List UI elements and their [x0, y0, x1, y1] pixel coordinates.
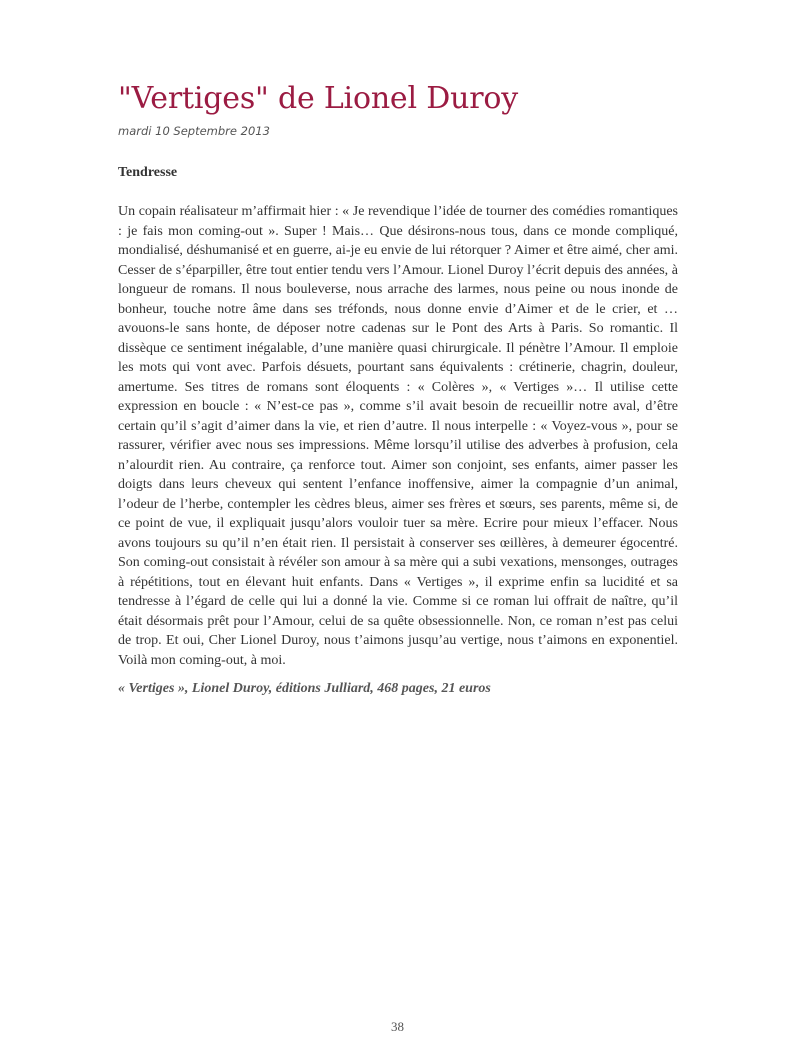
page-number: 38: [391, 1019, 404, 1034]
article-date: mardi 10 Septembre 2013: [118, 124, 270, 138]
article-body: Un copain réalisateur m’affirmait hier : « Je revendique l’idée de tourner des comédies romantiques : je fais mon coming-out ». Super ! Mais… Que désirons-nous tous, dans ce monde compliqué, mondialisé, déshumanisé et en guerre, ai-je eu envie de lui rétorquer ? Aimer et être aimé, cher ami. Cesser de s’éparpiller, être tout entier tendu vers l’Amour. Lionel Duroy l’écrit depuis des années, à longueur de romans. Il nous bouleverse, nous arrache des larmes, nous peine ou nous inonde de bonheur, touche notre âme dans ses tréfonds, nous donne envie d’Aimer et de le crier, et … avouons-le sans honte, de déposer notre cadenas sur le Pont des Arts à Paris. So romantic. Il dissèque ce sentiment inégalable, d’une manière quasi chirurgicale. Il pénètre l’Amour. Il emploie les mots qui vont avec. Parfois désuets, pourtant sans équivalents : crétinerie, chagrin, douleur, amertume. Ses titres de romans sont éloquents : « Colères », « Vertiges »… Il utilise cette expression en boucle : « N’est-ce pas », comme s’il avait besoin de recueillir notre aval, d’être certain qu’il s’agit d’aimer dans la vie, et rien d’autre. Il nous interpelle : « Voyez-vous », pour se rassurer, vérifier avec nous ses impressions. Même lorsqu’il utilise des adverbes à profusion, cela n’alourdit rien. Au contraire, ça renforce tout. Aimer son conjoint, ses enfants, aimer passer les doigts dans leurs cheveux qui sentent l’enfance inoffensive, aimer la compagnie d’un animal, l’odeur de l’herbe, contempler les cèdres bleus, aimer ses frères et sœurs, ses parents, même si, de ce point de vue, il expliquait jusqu’alors vouloir tuer sa mère. Ecrire pour mieux l’effacer. Nous avons toujours su qu’il n’en était rien. Il persistait à conserver ses œillères, à demeurer égocentré. Son coming-out consistait à révéler son amour à sa mère qui a subi vexations, mensonges, outrages à répétitions, tout en élevant huit enfants. Dans « Vertiges », il exprime enfin sa lucidité et sa tendresse à l’égard de celle qui lui a donné la vie. Comme si ce roman lui offrait de naître, qu’il était désormais prêt pour l’Amour, celui de sa quête obsessionnelle. Non, ce roman n’est pas celui de trop. Et oui, Cher Lionel Duroy, nous t’aimons jusqu’au vertige, nous t’aimons en exponentiel. Voilà mon coming-out, à moi.: [118, 204, 678, 668]
book-reference: « Vertiges », Lionel Duroy, éditions Julliard, 468 pages, 21 euros: [118, 681, 491, 696]
article: [118, 80, 678, 697]
article-title: "Vertiges" de Lionel Duroy: [118, 81, 518, 116]
article-subheading: Tendresse: [118, 165, 178, 180]
